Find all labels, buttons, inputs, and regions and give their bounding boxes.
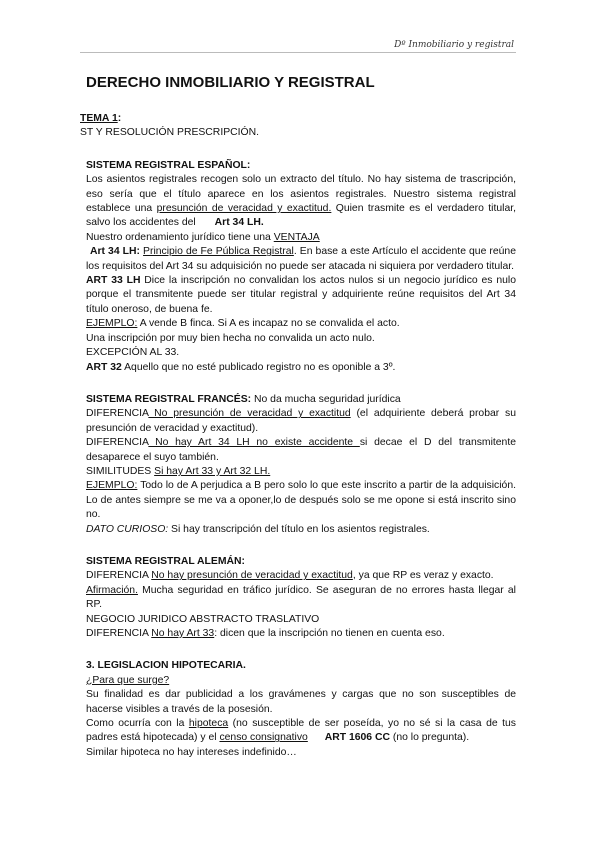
hipotecaria-paragraph-2 [86,717,516,746]
document-title: DERECHO INMOBILIARIO Y REGISTRAL [86,74,375,91]
hipotecaria-paragraph-1: Su finalidad es dar publicidad a los gravámenes y cargas que no son susceptibles de hacerse visibles a través de la posesión. [86,689,516,715]
aleman-negocio: NEGOCIO JURIDICO ABSTRACTO TRASLATIVO [86,613,320,625]
espanol-p4-text: Dice la inscripción no convalidan los actos nulos si un negocio jurídico es nulo porque el transmitente puede ser titular registral y adquiriente reúne requisitos del Art 34 título oneroso, de buena fe. [86,275,516,315]
hipotecaria-paragraph-3: Similar hipoteca no hay intereses indefinido… [86,746,297,758]
frances-d1-label: DIFERENCIA [86,408,149,420]
frances-ej-label: EJEMPLO: [86,480,138,492]
header-rule [80,52,516,53]
espanol-paragraph-1 [86,173,516,231]
espanol-p2-text: Nuestro ordenamiento jurídico tiene una [86,231,274,243]
espanol-p1-text: Los asientos registrales recogen solo un extracto del título. No hay sistema de trascripción, eso sería que el título aparece en los asientos registrales. Nuestro sistema registral establece una [86,174,516,215]
hipotecaria-heading: 3. LEGISLACION HIPOTECARIA. [86,660,246,672]
aleman-diferencia-2 [86,627,516,641]
hipotecaria-p2-underline-1: hipoteca [188,718,229,730]
espanol-p8-text: Aquello que no esté publicado registro no es oponible a 3º. [121,361,396,373]
frances-heading-rest: No da mucha seguridad jurídica [251,393,401,405]
tema-colon: : [117,113,122,124]
espanol-p5-underline: EJEMPLO: [86,318,138,330]
aleman-d2-text: : dicen que la inscripción no tienen en cuenta eso. [214,628,445,639]
header-note: Dº Inmobiliario y registral [394,40,514,50]
frances-d2-label: DIFERENCIA [86,437,149,449]
espanol-p8-bold: ART 32 [86,361,122,373]
aleman-d1-label: DIFERENCIA [86,570,152,582]
tema-heading [80,112,516,126]
frances-d1-underline: No presunción de veracidad y exactitud [148,408,351,420]
espanol-paragraph-4 [86,274,516,317]
frances-ejemplo [86,479,516,522]
espanol-p3-underline: Principio de Fe Pública Registral [143,246,294,258]
espanol-paragraph-3 [86,245,516,274]
tema-subtitle: ST Y RESOLUCIÓN PRESCRIPCIÓN. [80,127,259,139]
aleman-d1-text: , ya que RP es veraz y exacto. [352,570,494,582]
espanol-p5-text: A vende B finca. Si A es incapaz no se convalida el acto. [137,318,400,330]
espanol-paragraph-2 [86,231,516,245]
aleman-af-text: Mucha seguridad en tráfico jurídico. Se aseguran de no errores hasta llegar al RP. [86,584,516,611]
frances-s-underline: Si hay Art 33 y Art 32 LH. [154,465,271,477]
aleman-d2-label: DIFERENCIA [86,628,152,639]
aleman-afirmacion [86,584,516,613]
frances-diferencia-1 [86,407,516,436]
frances-dc-text: Si hay transcripción del título en los asientos registrales. [168,523,430,535]
frances-d1-text: (el adquiriente deberá probar su presunción de veracidad y exactitud). [86,408,516,434]
frances-s-label: SIMILITUDES [86,465,155,477]
document-page [80,74,516,760]
espanol-p3-bold: Art 34 LH: [90,246,140,258]
frances-d2-text: si decae el D del transmitente desaparece el suyo también. [86,437,516,463]
frances-diferencia-2 [86,436,516,465]
espanol-p1-bold: Art 34 LH. [214,217,264,229]
espanol-p4-bold: ART 33 LH [86,275,141,287]
aleman-diferencia-1 [86,569,516,583]
aleman-d2-underline: No hay Art 33 [151,628,215,639]
hipotecaria-p2-text-2: (no susceptible de ser poseída, yo no sé si la casa de tus padres está hipotecada) y el [86,718,516,744]
frances-d2-underline: No hay Art 34 LH no existe accidente [148,437,360,449]
espanol-p2-underline: VENTAJA [273,231,320,243]
hipotecaria-p2-text: Como ocurría con la [86,718,189,730]
frances-ej-text: Todo lo de A perjudica a B pero solo lo que este inscrito a partir de la adquisición. Lo de antes siempre se me va a oponer,lo de después solo se me opone si está inscrito sino no. [86,480,516,521]
tema-label: TEMA 1 [80,113,118,124]
hipotecaria-p2-bold: ART 1606 CC [324,732,390,744]
aleman-af-label: Afirmación. [86,584,138,596]
hipotecaria-question: ¿Para que surge? [86,674,170,686]
espanol-heading: SISTEMA REGISTRAL ESPAÑOL: [86,159,251,171]
frances-dato-curioso [86,523,516,537]
frances-similitudes [86,465,516,479]
hipotecaria-p2-text-3: (no lo pregunta). [389,732,470,744]
frances-heading: SISTEMA REGISTRAL FRANCÉS: [86,393,252,405]
frances-dc-label: DATO CURIOSO: [86,523,169,535]
espanol-paragraph-8 [86,361,516,375]
espanol-paragraph-5 [86,317,516,331]
espanol-p1-underline: presunción de veracidad y exactitud. [156,203,332,215]
aleman-heading: SISTEMA REGISTRAL ALEMÁN: [86,555,245,567]
espanol-paragraph-7: EXCEPCIÓN AL 33. [86,347,180,359]
aleman-d1-underline: No hay presunción de veracidad y exactitud [151,570,353,582]
hipotecaria-p2-space [308,732,325,743]
espanol-p1-text-2: Quien trasmite es el verdadero titular, salvo los accidentes del [86,203,516,229]
espanol-paragraph-6: Una inscripción por muy bien hecha no convalida un acto nulo. [86,332,375,344]
hipotecaria-p2-underline-2: censo consignativo [219,732,308,744]
espanol-p3-text: . En base a este Artículo el accidente que reúne los requisitos del Art 34 su adquisición no puede ser atacada ni siquiera por verdadero titular. [86,246,516,272]
frances-heading-line [86,393,516,407]
